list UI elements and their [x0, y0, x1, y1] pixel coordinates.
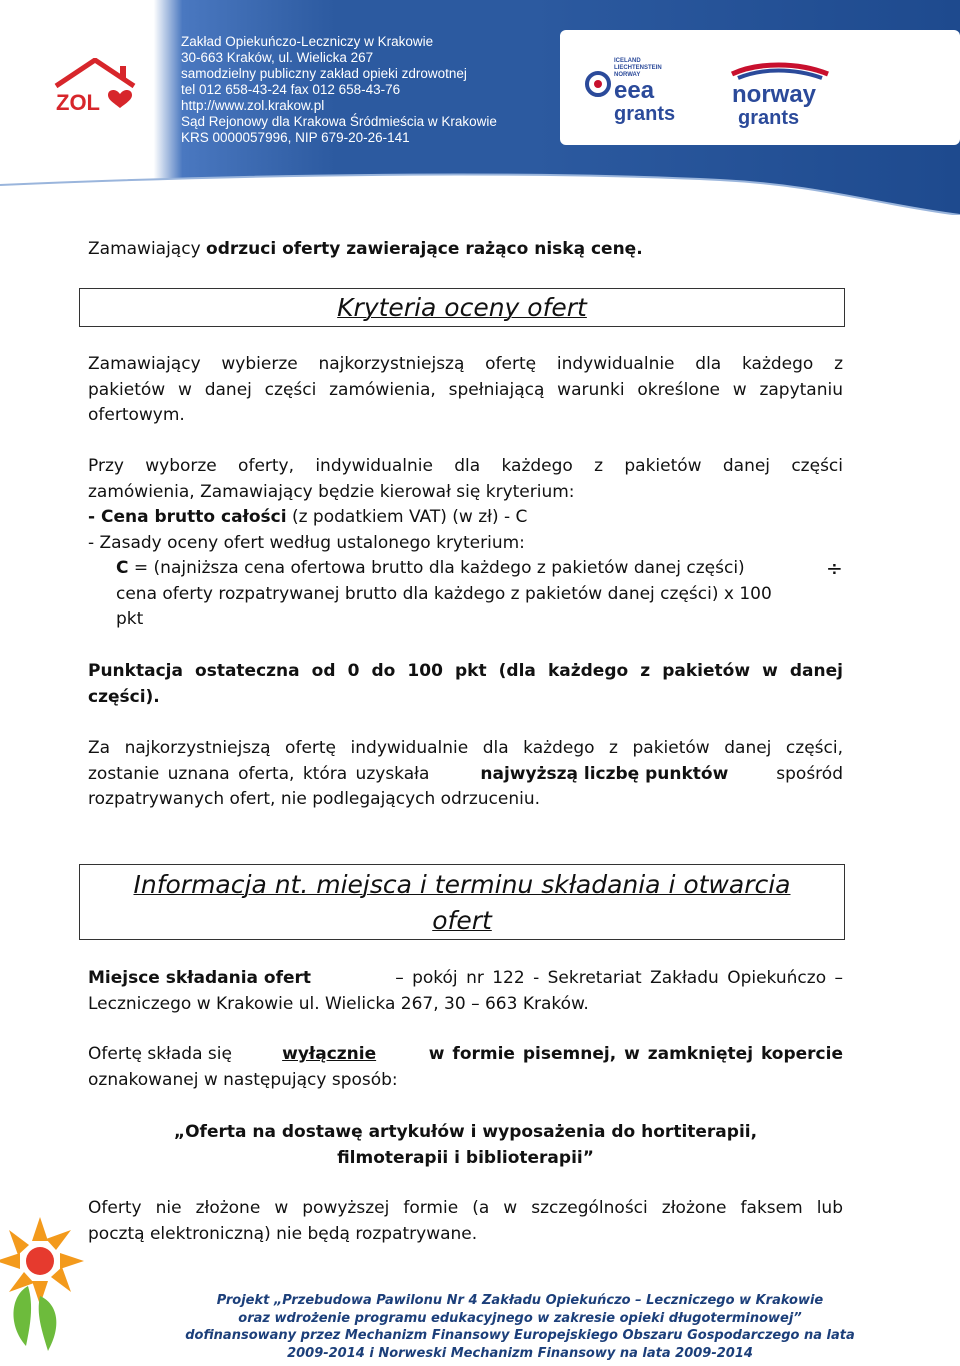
envelope-label-line1: „Oferta na dostawę artykułów i wyposażenia do hortiterapii,	[173, 1122, 758, 1142]
footer-line-4: 2009-2014 i Norweski Mechanizm Finansowy na lata 2009-2014	[287, 1345, 753, 1361]
place-bold: Miejsce składania ofert	[88, 968, 312, 988]
envelope-label	[88, 1120, 843, 1171]
submission-title-line2: ofert	[432, 906, 492, 935]
formula-text-1: = (najniższa cena ofertowa brutto dla każdego z pakietów danej części)	[128, 558, 745, 578]
winner-line-1: Za najkorzystniejszą ofertę indywidualnie dla każdego z pakietów danej części,	[88, 738, 843, 758]
footer-line-2: oraz wdrożenie programu edukacyjnego w zakresie opieki długoterminowej”	[238, 1310, 802, 1326]
eea-grants-logo-icon	[584, 50, 704, 130]
form-b: wyłącznie	[282, 1044, 377, 1064]
form-paragraph	[88, 1042, 843, 1093]
envelope-label-line2: filmoterapii i biblioterapii”	[337, 1147, 594, 1168]
formula-line-2: cena oferty rozpatrywanej brutto dla każdego z pakietów danej części) x 100	[116, 583, 772, 604]
form-a: Ofertę składa się	[88, 1044, 238, 1064]
winner-line-2c: spośród	[770, 763, 843, 784]
points-line-1: Punktacja ostateczna od 0 do 100 pkt (dla każdego z pakietów w danej	[88, 661, 843, 681]
winner-line-3: rozpatrywanych ofert, nie podlegających odrzuceniu.	[88, 789, 541, 809]
criteria-p2-line1: Przy wyborze oferty, indywidualnie dla każdego z pakietów danej części	[88, 456, 843, 476]
header-krs-nip: KRS 0000057996, NIP 679-20-26-141	[181, 130, 410, 145]
svg-text:grants: grants	[614, 103, 676, 125]
section-heading-criteria	[79, 288, 845, 327]
criterion-price-rest: (z podatkiem VAT) (w zł) - C	[286, 507, 528, 527]
header-org-name: Zakład Opiekuńczo-Leczniczy w Krakowie	[181, 34, 434, 49]
divide-sign: ÷	[826, 556, 843, 580]
winner-line-2	[88, 762, 843, 788]
header-court: Sąd Rejonowy dla Krakowa Śródmieścia w Krakowie	[181, 114, 497, 129]
criteria-p1-line3: ofertowym.	[88, 405, 185, 425]
svg-text:norway: norway	[732, 81, 817, 108]
winner-line-2a: zostanie uznana oferta, która uzyskała	[88, 763, 438, 784]
norway-grants-logo-icon	[728, 60, 838, 130]
svg-text:NORWAY: NORWAY	[614, 72, 641, 78]
intro-paragraph	[88, 237, 843, 263]
criteria-p1-line2: pakietów w danej części zamówienia, spełniającą warunki określone w zapytaniu	[88, 379, 843, 400]
winner-line-2b: najwyższą liczbę punktów	[480, 763, 729, 784]
criterion-price	[88, 505, 843, 531]
header-phone-fax: tel 012 658-43-24 fax 012 658-43-76	[181, 82, 401, 97]
form-line-2: oznakowanej w następujący sposób:	[88, 1069, 398, 1090]
criteria-p2-line2: zamówienia, Zamawiający będzie kierował się kryterium:	[88, 481, 575, 502]
formula-line-3: pkt	[116, 609, 144, 629]
section-heading-submission	[79, 864, 845, 940]
place-line-1	[88, 966, 843, 992]
criteria-paragraph-1	[88, 352, 843, 429]
rule-line: - Zasady oceny ofert według ustalonego kryterium:	[88, 532, 525, 553]
reject-line-2: pocztą elektroniczną) nie będą rozpatrywane.	[88, 1223, 478, 1244]
header-org-type: samodzielny publiczny zakład opieki zdrowotnej	[181, 66, 467, 81]
formula-line-1	[88, 556, 843, 582]
header-website: http://www.zol.krakow.pl	[181, 98, 325, 113]
points-line-2: części).	[88, 686, 160, 707]
svg-text:ICELAND: ICELAND	[614, 58, 641, 64]
svg-text:grants: grants	[738, 107, 800, 129]
header-address: 30-663 Kraków, ul. Wielicka 267	[181, 50, 374, 65]
points-paragraph	[88, 659, 843, 710]
place-line-2: Leczniczego w Krakowie ul. Wielicka 267, 30 – 663 Kraków.	[88, 993, 589, 1014]
svg-text:LIECHTENSTEIN: LIECHTENSTEIN	[614, 65, 662, 71]
submission-title-line1: Informacja nt. miejsca i terminu składania i otwarcia	[133, 870, 791, 899]
intro-bold: odrzuci oferty zawierające rażąco niską cenę.	[206, 239, 643, 259]
form-line-1	[88, 1042, 843, 1068]
criterion-price-bold: Cena brutto całości	[100, 507, 287, 527]
intro-prefix: Zamawiający	[88, 239, 207, 259]
svg-text:eea: eea	[614, 77, 655, 104]
reject-line-1: Oferty nie złożone w powyższej formie (a w szczególności złożone faksem lub	[88, 1198, 843, 1218]
criterion-dash: -	[88, 507, 101, 527]
winner-paragraph	[88, 736, 843, 813]
formula-c: C	[116, 558, 129, 578]
form-c: w formie pisemnej, w zamkniętej kopercie	[420, 1044, 843, 1064]
zol-logo-icon	[50, 58, 140, 114]
svg-text:ZOL: ZOL	[56, 90, 100, 114]
criteria-p1-line1: Zamawiający wybierze najkorzystniejszą ofertę indywidualnie dla każdego z	[88, 354, 843, 374]
place-paragraph	[88, 966, 843, 1017]
place-rest: – pokój nr 122 - Sekretariat Zakładu Opiekuńczo –	[386, 968, 843, 988]
criteria-title: Kryteria oceny ofert	[337, 293, 587, 322]
criteria-paragraph-2	[88, 454, 843, 633]
footer-line-3: dofinansowany przez Mechanizm Finansowy Europejskiego Obszaru Gospodarczego na lata	[185, 1328, 855, 1343]
footer-project-info	[120, 1292, 920, 1362]
footer-line-1: Projekt „Przebudowa Pawilonu Nr 4 Zakładu Opiekuńczo – Leczniczego w Krakowie	[216, 1293, 824, 1308]
reject-paragraph	[88, 1196, 843, 1247]
project-sun-logo-icon	[0, 1186, 90, 1366]
